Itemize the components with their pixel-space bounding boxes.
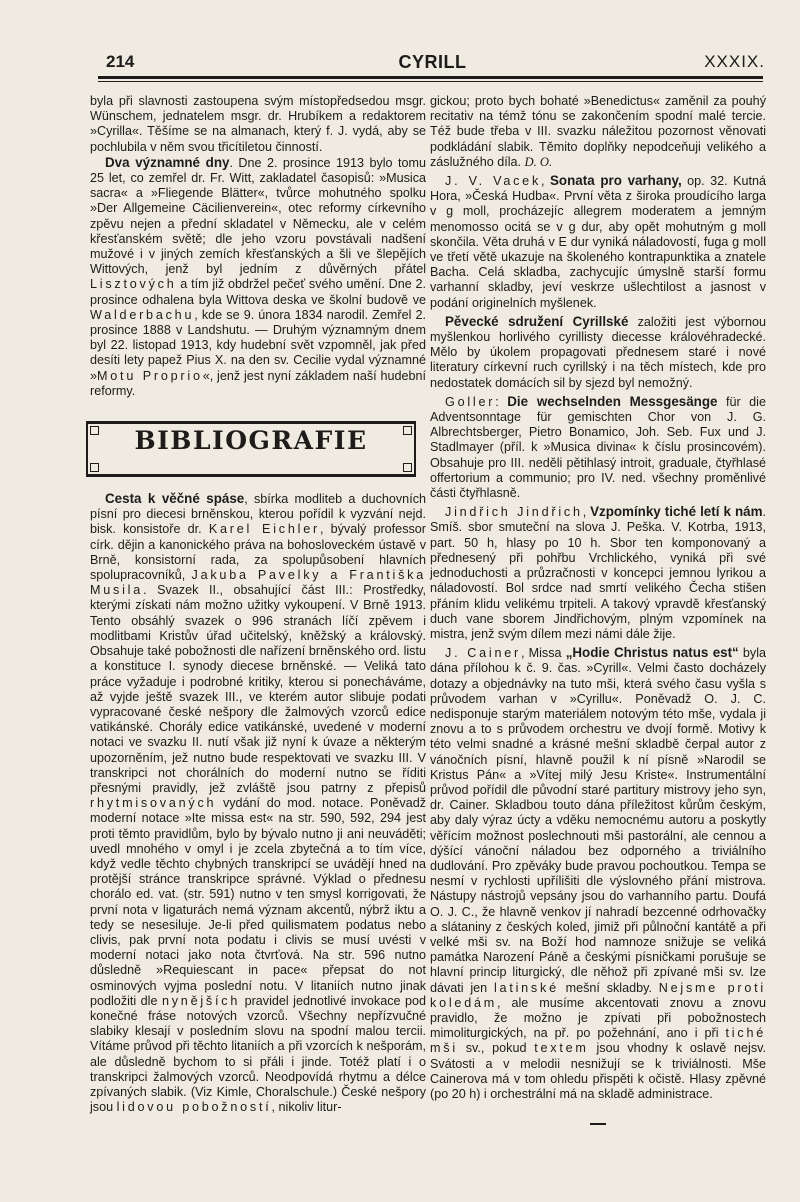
paragraph bbox=[430, 314, 766, 391]
page-number: 214 bbox=[106, 52, 135, 71]
corner-square-icon bbox=[403, 463, 412, 472]
text-run: , bbox=[582, 505, 591, 520]
signature: D. O. bbox=[524, 154, 553, 169]
spaced-name: Walderbachu bbox=[90, 307, 195, 322]
bold-title: Vzpomínky tiché letí k nám bbox=[590, 504, 763, 520]
spaced-name: Jindřich Jindřich bbox=[445, 505, 583, 520]
bold-title: Die wechselnden Messgesänge bbox=[507, 393, 718, 409]
spaced-name: Motu Proprio bbox=[97, 368, 203, 383]
section-heading-box bbox=[86, 421, 416, 477]
text-run: , bývalý professor círk. dějin a kanonického práva na bohosloveckém ústavě v Brně, konsistorní rada, za spolupůsobení hlavních spolupracovníků, bbox=[90, 522, 426, 583]
text-run: . Dne 2. prosince 1913 bylo tomu 25 let, co zemřel dr. Fr. Witt, zakladatel časopisů: »Musica sacra« a »Fliegende Blätter«, tvůrce mohutného spolku »Der Allgemeine Cäcilienverein«, otec reformy církevního zpěvu nejen a přední skladatel v Německu, ale v celém křesťanském světě; dle jeho vzoru povstávali nadšení mužové i v jiných zemích křesťanských a šli ve šlepějích Wittových, jenž byl jedním z důvěrných přátel bbox=[90, 155, 426, 277]
bold-title: Dva významné dny bbox=[105, 154, 230, 170]
volume-number: XXXIX. bbox=[704, 52, 765, 71]
header-rule bbox=[98, 76, 763, 79]
paragraph bbox=[90, 491, 426, 1115]
paragraph bbox=[90, 94, 426, 155]
header-rule-thin bbox=[98, 81, 763, 82]
end-separator bbox=[430, 1116, 766, 1131]
spaced-name: lidovou pobožností bbox=[116, 1100, 272, 1115]
right-text bbox=[430, 94, 766, 1102]
text-run: für die Adventsonntage für gemischten Chor von J. G. Albrechtsberger, Pietro Bonamico, Joh. Seb. Fux und J. Stadlmayer (příl. k »Musica divina« k číslu prosincovém). Obsahuje pro III. neděli pětihlasý introit, graduale, čtyřhlasé offertorium a communio; pro IV. ned. všechny proměnlivé části čtyřhlasně. bbox=[430, 394, 766, 501]
spaced-name: Nejsme proti koledám bbox=[430, 980, 766, 1010]
spaced-name: Lisztových bbox=[90, 277, 177, 292]
text-run: byla dána přílohou k č. 9. čas. »Cyrill«. Velmi často docházely dotazy a objednávky na tuto mši, která svého času vyšla s průvodem varhan v »Cyrillu«. Poněvadž O. J. C. nedisponuje starým materiálem notovým této mše, vydala ji znovu a to s průvodem orchestru ve dvojí formě. Motivy k této velmi snadné a krásné mešní skladbě čerpal autor z vánočních písní, hlavně použil k ní písně »Narodil se Kristus Pán« a »Vítej milý Jesu Kriste«. Instrumentální průvod pořídil dle původní staré partitury mistrovy jeho syn, dr. Cainer. Skladbou touto dána příležitost kůrům českým, aby daly výraz úcty a vděku nemocnému autoru a poskytly věřícím možnost poslechnouti mši pastorální, ale cennou a dýšící vánoční náladou bez odporného a triviálního dudlování. Pro zpěváky bude pravou pochoutkou. Tempa se nesmí v rychlosti upřílišiti dle výslovného přání mistrova. Nástupy nástrojů vepsány jsou do varhanního partu. Doufá O. J. C., že hlavně venkov jí nahradí bezcenné odrhovačky a slátaniny z českých koled, jimiž při půlnoční kantátě a při velké mši sv. na Boží hod namnoze snižuje se veliká památka Narození Páně a českými písničkami porušuje se hlavní princip liturgický, dle něhož při zpívané mši sv. lze dávati jen bbox=[430, 646, 767, 995]
spaced-name: rhytmisovaných bbox=[90, 796, 217, 811]
paragraph bbox=[430, 394, 766, 501]
spaced-name: Goller bbox=[445, 394, 496, 409]
text-run: jsou vhodny k oslavě nejsv. Svátosti a v melodii nesnižují se k triviálnosti. Mše Cainerova má v tom ohledu přispěti k očistě. Hlasy zpěvné (po 20 h) i orchestrální má na skladě administrace. bbox=[430, 1041, 767, 1101]
text-run: «, jenž jest nyní základem naší hudební reformy. bbox=[90, 368, 426, 398]
text-run: , bbox=[541, 174, 550, 189]
text-run: založiti jest výbornou myšlenkou horlivého cyrillisty diecesse královéhradecké. Mělo by úkolem propagovati přednesem staré i nové literatury církevní ruch cyrillský i na těch místech, kde pro nedostatek domácích sil by sjezd byl nemožný. bbox=[430, 314, 766, 390]
bold-title: Cesta k věčné spáse bbox=[105, 491, 245, 507]
spaced-name: J. Cainer bbox=[445, 646, 521, 661]
paragraph bbox=[430, 504, 766, 642]
spaced-name: Karel Eichler bbox=[208, 522, 320, 537]
bold-title: Pěvecké sdružení Cyrillské bbox=[445, 313, 629, 329]
text-run: gickou; proto bych bohaté »Benedictus« zaměnil za pouhý recitativ na témž tónu se zakončením spodní malé tercie. Též bude třeba v III. svazku náležitou pozornost věnovati podkládání slabik. Těmito doplňky nepodceňuji velikého a záslužného díla. bbox=[430, 94, 766, 169]
text-run: . Svazek II., obsahující část III.: Prostředky, kterými získati nám možno užitky vykoupení. V Brně 1913. Tento obsáhlý svazek o 996 stranách líčí zpěvem i modlitbami Kristův úřad učitelský, kněžský a královský. Obsahuje také pobožnosti dle nařízení brněnského ord. listu a konstituce I. synody diecese brněnské. — Veliká tato práce vyžaduje i podrobné kritiky, kterou si ponecháváme, až vyjde ještě svazek III., ve kterém autor slibuje podati vypracované české nešpory dle žalmových vzorců edice vatikánské. Chorály edice vatikánské, uvedené v moderní notaci ve svazku II. nutí však již nyní k úvaze a některým upozorněním, jež nutno bude respektovati ve svazku III. V transkripci not chorálních do moderní nutno se říditi přesnými pravidly, jež zvláště jsou patrny z přepisů bbox=[90, 583, 426, 795]
journal-title: CYRILL bbox=[398, 52, 467, 72]
paragraph bbox=[430, 173, 766, 311]
text-run: pravidel jednotlivé invokace pod konečné fráse notových vzorců. Všechny nepřízvučné slabiky klesají v posledním slovu na spodní malou tercii. Vítáme průvod při těchto litaniích a při vzorcích k nešporám, ale důsledně bychom to si přáli i jinde. Totéž platí i o transkripci žalmových vzorců. Neodpovídá rhytmu a délce zpívaných slabik. (Viz Kimle, Choralschule.) České nešpory jsou bbox=[90, 993, 426, 1115]
text-run: , kde se 9. února 1834 narodil. Zemřel 2. prosince 1888 v Landshutu. — Druhým významným dnem byl 22. listopad 1913, kdy hudební svět vzpomněl, jak před desíti lety papež Pius X. na den sv. Cecilie vydal významné » bbox=[90, 307, 426, 383]
paragraph bbox=[430, 645, 766, 1102]
text-run: , ale musíme akcentovati znovu a znovu pravidlo, že možno je zpívati při pobožnostech mimoliturgických, na př. po požehnání, ano i při bbox=[430, 995, 766, 1041]
section-heading: BIBLIOGRAFIE bbox=[134, 426, 368, 456]
text-run: mešní skladby. bbox=[558, 980, 659, 995]
text-run: , nikoliv litur- bbox=[271, 1100, 342, 1115]
text-run: a tím již obdržel pečeť svého umění. Dne 2. prosince odhalena byla Wittova deska ve školní budově ve bbox=[90, 277, 426, 307]
text-run: , sbírka modliteb a duchovních písní pro diecesi brněnskou, kterou pořídil k vyzvání nejd. bisk. konsistoře dr. bbox=[90, 492, 426, 537]
spaced-name: tiché mši bbox=[430, 1026, 766, 1056]
right-column bbox=[430, 94, 766, 1131]
bold-title: Sonata pro varhany, bbox=[550, 173, 682, 189]
spaced-name: J. V. Vacek bbox=[445, 174, 542, 189]
bold-title: „Hodie Christus natus est“ bbox=[565, 645, 739, 661]
left-text-after-heading bbox=[90, 491, 426, 1115]
text-run: : bbox=[495, 394, 508, 409]
spaced-name: Jakuba Pavelky a Františka Musila bbox=[90, 568, 426, 598]
text-run: byla při slavnosti zastoupena svým místopředsedou msgr. Wünschem, jednatelem msgr. dr. Hrubíkem a redaktorem »Cyrilla«. Těšíme se na almanach, který f. J. vydá, aby se pochlubila v něm svou třicítiletou činností. bbox=[90, 94, 426, 154]
left-text-before-heading bbox=[90, 94, 426, 399]
left-column bbox=[90, 94, 426, 1115]
spaced-name: nynějších bbox=[161, 993, 241, 1008]
corner-square-icon bbox=[90, 463, 99, 472]
paragraph bbox=[430, 94, 766, 170]
text-run: vydání do mod. notace. Poněvadž moderní notace »Ite missa est« na str. 590, 592, 294 jest proti těmto pravidlům, bylo by bývalo nutno ji ani neuváděti; uvedl mnohého v omyl i je zcela zbytečná a to tím více, když vedle těchto chybných transkripcí se uvádějí hned na protější stránce transkripce správné. Výklad o přednesu chorálo ed. vat. (str. 591) nutno v ten smysl korrigovati, že první nota v ligaturách nemá význam akcentů, nýbrž iktu a tedy se nesesiluje. Je-li před quilismatem podatus nebo clivis, pak první nota podatu i clivis se musí uvésti v moderní notaci jako nota čtvrťová. Na str. 596 nutno důsledně »Requiescant in pace« přepsat do not osminových vyjma poslední notu. V litaniích nutno jinak podložiti dle bbox=[90, 796, 426, 1008]
paragraph bbox=[90, 155, 426, 399]
running-header bbox=[100, 52, 765, 76]
text-run: op. 32. Kutná Hora, »Česká Hudba«. První věta z široka proudícího larga v g moll, procházejíc allegrem moderatem a jemným menomosso ocitá se v g dur, aby opět mohutným g moll skončila. Věta druhá v E dur vyniká náladovostí, fuga g moll ve třetí větě ukazuje na školeného kontrapunktika a znatele Bacha. Celá skladba, zachycujíc úmyslně starší formu varhanní skladby, jeví veskrze ušlechtilost a jasnost v podání originelních myšlenek. bbox=[430, 174, 766, 310]
spaced-name: latinské bbox=[493, 980, 559, 995]
text-run: , Missa bbox=[521, 646, 566, 661]
spaced-name: textem bbox=[534, 1041, 589, 1056]
text-run: sv., pokud bbox=[457, 1041, 535, 1056]
text-run: . Smíš. sbor smuteční na slova J. Peška. V. Kotrba, 1913, part. 50 h, hlasy po 10 h. Sbor ten komponovaný a přednesený při pohřbu Vrchlického, vyniká při své jednoduchosti a průzračnosti v koncepci jemnou lyrikou a náladovostí. Bol srdce nad smrtí velikého Čecha stišen přáním klidu velikému trpiteli. A takový vpravdě křesťanský duch vane sborem Jindřichovým, plným vzpomínek na mistra, jenž svým dílem mezi námi dále žije. bbox=[430, 505, 766, 641]
